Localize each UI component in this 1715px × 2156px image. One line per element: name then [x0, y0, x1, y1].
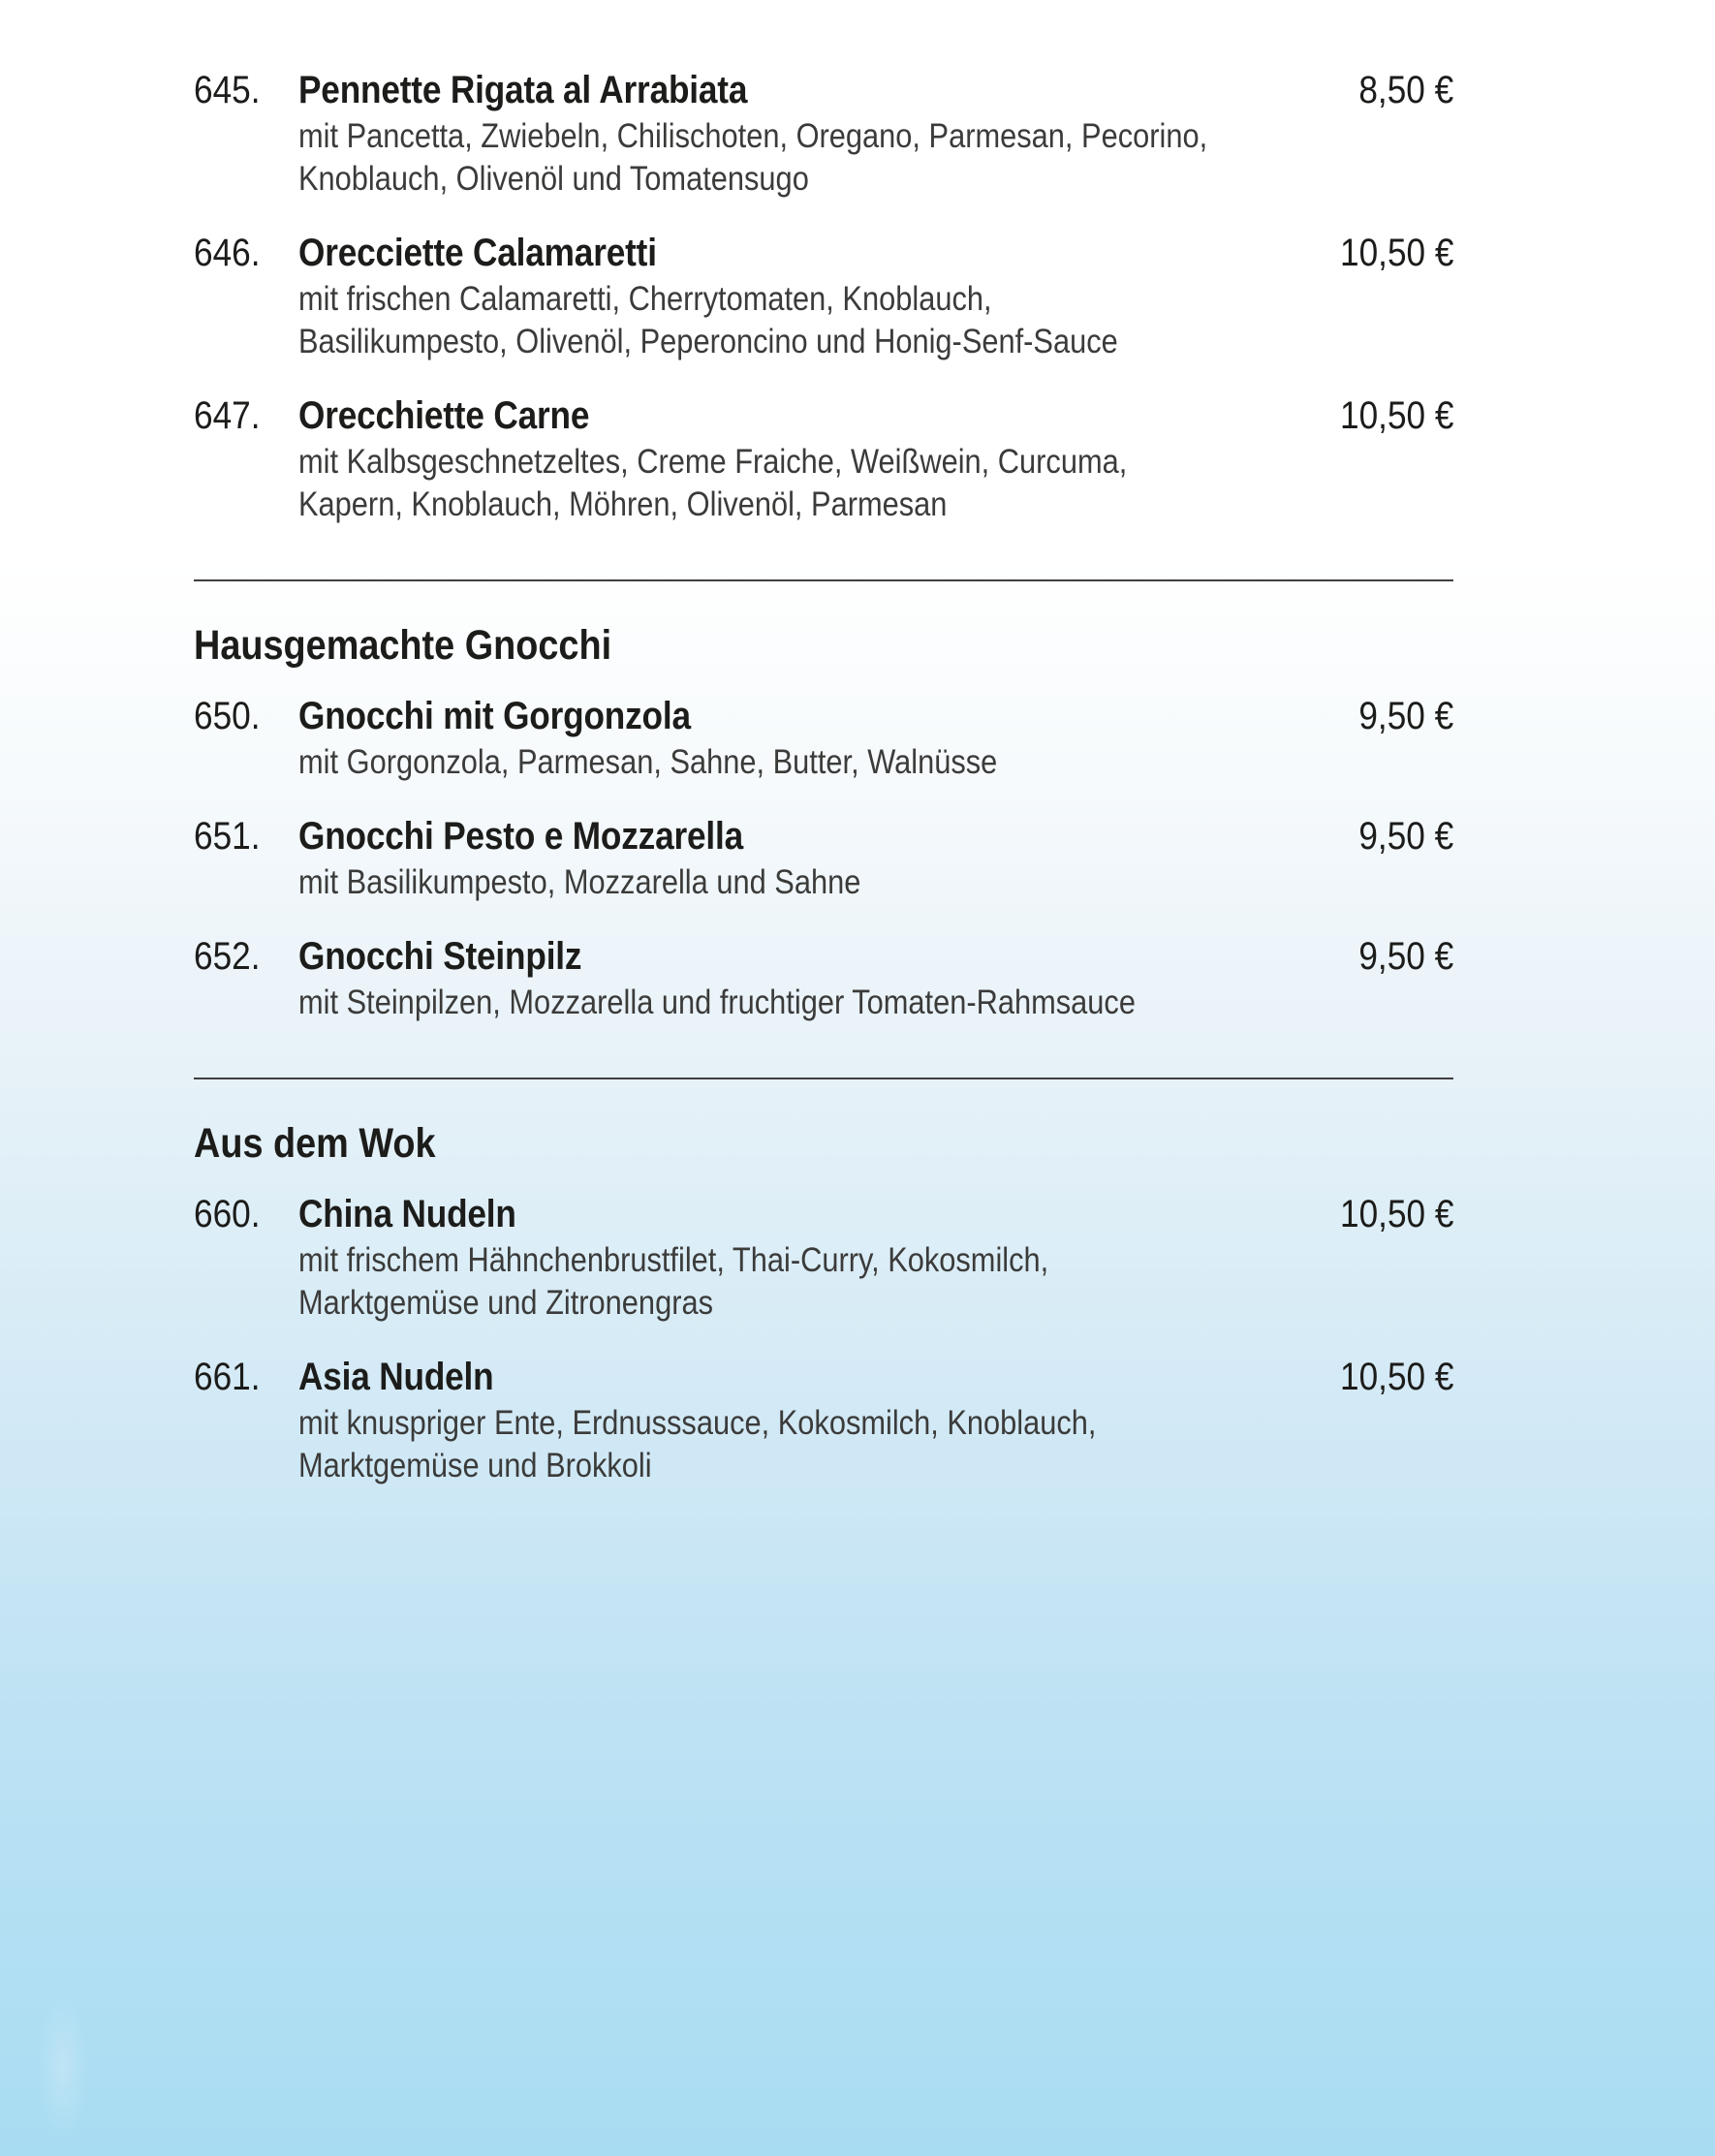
item-name: Asia Nudeln: [298, 1356, 494, 1398]
section-heading: Aus dem Wok: [194, 1120, 436, 1167]
watermark-shape: [37, 1994, 89, 2141]
item-description-line: mit Pancetta, Zwiebeln, Chilischoten, Oregano, Parmesan, Pecorino,: [298, 117, 1208, 155]
item-price: 9,50 €: [1358, 935, 1453, 978]
section-divider: [194, 579, 1453, 581]
item-description: [298, 982, 1211, 1024]
menu-page: [194, 0, 1453, 1487]
menu-item: [194, 1194, 1453, 1325]
item-number: 646.: [194, 232, 261, 274]
menu-item: [194, 1357, 1453, 1487]
item-price: 9,50 €: [1358, 695, 1453, 737]
item-description: [298, 115, 1211, 201]
menu-item: [194, 696, 1453, 784]
item-description-line: Marktgemüse und Zitronengras: [298, 1284, 713, 1322]
item-description-line: mit frischen Calamaretti, Cherrytomaten, Knoblauch,: [298, 280, 992, 318]
item-body: [298, 233, 1453, 363]
item-name: Pennette Rigata al Arrabiata: [298, 69, 748, 111]
menu-item: [194, 70, 1453, 201]
item-price: 10,50 €: [1339, 1193, 1453, 1235]
item-price: 10,50 €: [1339, 1356, 1453, 1398]
item-description-line: mit Kalbsgeschnetzeltes, Creme Fraiche, Weißwein, Curcuma,: [298, 443, 1128, 481]
item-description-line: Basilikumpesto, Olivenöl, Peperoncino und Honig-Senf-Sauce: [298, 323, 1118, 360]
section-pasta: [194, 70, 1453, 526]
item-body: [298, 696, 1453, 784]
item-body: [298, 1194, 1453, 1325]
item-number: 651.: [194, 815, 261, 858]
item-description-line: mit Gorgonzola, Parmesan, Sahne, Butter, Walnüsse: [298, 743, 998, 781]
item-number: 660.: [194, 1193, 261, 1235]
item-description: [298, 1239, 1211, 1325]
item-name: Orecchiette Carne: [298, 394, 590, 437]
item-description: [298, 741, 1211, 784]
item-price: 10,50 €: [1339, 232, 1453, 274]
item-price: 10,50 €: [1339, 394, 1453, 437]
item-price: 8,50 €: [1358, 69, 1453, 111]
section-gnocchi: [194, 696, 1453, 1024]
item-number: 645.: [194, 69, 261, 111]
item-description: [298, 278, 1211, 363]
item-description-line: mit Basilikumpesto, Mozzarella und Sahne: [298, 863, 861, 901]
item-description-line: Knoblauch, Olivenöl und Tomatensugo: [298, 160, 809, 198]
item-body: [298, 395, 1453, 526]
menu-item: [194, 936, 1453, 1024]
item-description: [298, 861, 1211, 904]
item-number: 652.: [194, 935, 261, 978]
item-description-line: mit knuspriger Ente, Erdnusssauce, Kokosmilch, Knoblauch,: [298, 1404, 1097, 1442]
item-number: 661.: [194, 1356, 261, 1398]
menu-item: [194, 233, 1453, 363]
item-description-line: mit Steinpilzen, Mozzarella und fruchtiger Tomaten-Rahmsauce: [298, 984, 1136, 1021]
item-body: [298, 70, 1453, 201]
menu-item: [194, 395, 1453, 526]
item-name: Gnocchi Pesto e Mozzarella: [298, 815, 744, 858]
item-description: [298, 441, 1211, 526]
item-body: [298, 936, 1453, 1024]
item-body: [298, 1357, 1453, 1487]
section-heading: Hausgemachte Gnocchi: [194, 622, 612, 669]
item-name: Orecciette Calamaretti: [298, 232, 657, 274]
section-divider: [194, 1078, 1453, 1079]
item-description-line: Kapern, Knoblauch, Möhren, Olivenöl, Parmesan: [298, 485, 948, 523]
item-description: [298, 1402, 1211, 1487]
item-description-line: Marktgemüse und Brokkoli: [298, 1447, 652, 1484]
section-wok: [194, 1194, 1453, 1487]
item-price: 9,50 €: [1358, 815, 1453, 858]
item-description-line: mit frischem Hähnchenbrustfilet, Thai-Curry, Kokosmilch,: [298, 1241, 1049, 1279]
item-number: 650.: [194, 695, 261, 737]
item-body: [298, 816, 1453, 904]
item-number: 647.: [194, 394, 261, 437]
menu-item: [194, 816, 1453, 904]
item-name: Gnocchi mit Gorgonzola: [298, 695, 691, 737]
item-name: Gnocchi Steinpilz: [298, 935, 582, 978]
item-name: China Nudeln: [298, 1193, 516, 1235]
